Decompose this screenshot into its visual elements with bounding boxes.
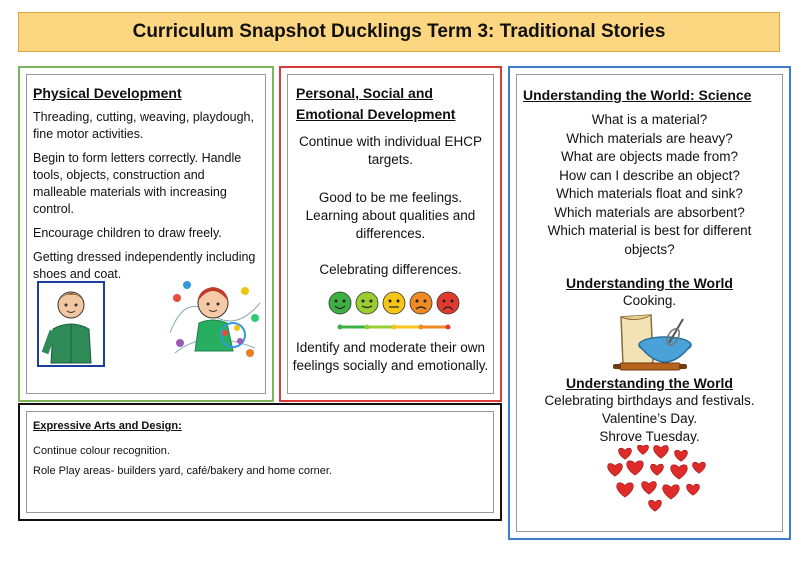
psed-ehcp-text: Continue with individual EHCP targets. bbox=[298, 134, 483, 167]
physical-paragraph: Getting dressed independently including shoes and coat. bbox=[33, 250, 256, 281]
celebration-text: Celebrating birthdays and festivals. bbox=[544, 393, 755, 408]
understanding-world-heading-celebrations: Understanding the World bbox=[566, 375, 733, 391]
physical-development-panel bbox=[18, 66, 274, 402]
expressive-arts-panel bbox=[18, 403, 502, 521]
physical-paragraph: Encourage children to draw freely. bbox=[33, 226, 222, 240]
page-title: Curriculum Snapshot Ducklings Term 3: Traditional Stories bbox=[18, 12, 780, 52]
psed-qualities-text: Learning about qualities and differences. bbox=[305, 208, 476, 241]
science-question: Which materials float and sink? bbox=[556, 186, 743, 201]
psed-celebrating-text: Celebrating differences. bbox=[319, 262, 462, 277]
science-question: What are objects made from? bbox=[560, 149, 739, 164]
expressive-arts-heading: Expressive Arts and Design: bbox=[33, 420, 182, 432]
physical-development-inner bbox=[26, 74, 266, 394]
girl-threading-beads-icon bbox=[165, 273, 265, 365]
psed-good-to-be-me-text: Good to be me feelings. bbox=[318, 190, 463, 205]
physical-development-heading: Physical Development bbox=[33, 85, 182, 101]
science-question: Which materials are absorbent? bbox=[554, 204, 745, 220]
physical-paragraph: Threading, cutting, weaving, playdough, fine motor activities. bbox=[33, 110, 254, 141]
colour-recognition-text: Continue colour recognition. bbox=[33, 445, 170, 457]
science-question: How can I describe an object? bbox=[559, 167, 740, 183]
psed-moderate-text: Identify and moderate their own feelings socially and emotionally. bbox=[292, 340, 489, 373]
hearts-icon bbox=[595, 445, 715, 515]
science-question: Which material is best for different objects? bbox=[547, 223, 752, 257]
science-question: What is a material? bbox=[591, 112, 708, 127]
understanding-world-heading-cooking: Understanding the World bbox=[566, 275, 733, 291]
understanding-world-inner bbox=[516, 74, 783, 532]
baking-icon bbox=[613, 313, 697, 373]
celebration-text: Valentine’s Day. bbox=[601, 411, 698, 426]
understanding-world-panel bbox=[508, 66, 791, 540]
psed-heading: Personal, Social and Emotional Development bbox=[296, 85, 456, 122]
psed-panel bbox=[279, 66, 502, 402]
boy-dressing-icon bbox=[37, 281, 105, 367]
science-heading: Understanding the World: Science bbox=[523, 87, 752, 103]
celebration-text: Shrove Tuesday. bbox=[599, 429, 700, 444]
emotion-scale-icon bbox=[322, 289, 462, 335]
expressive-arts-inner bbox=[26, 411, 494, 513]
psed-inner bbox=[287, 74, 494, 394]
role-play-text: Role Play areas- builders yard, café/bakery and home corner. bbox=[33, 465, 332, 477]
physical-paragraph: Begin to form letters correctly. Handle tools, objects, construction and malleable materials with increasing control. bbox=[33, 151, 242, 216]
science-question: Which materials are heavy? bbox=[566, 130, 733, 146]
cooking-text: Cooking. bbox=[622, 293, 677, 308]
